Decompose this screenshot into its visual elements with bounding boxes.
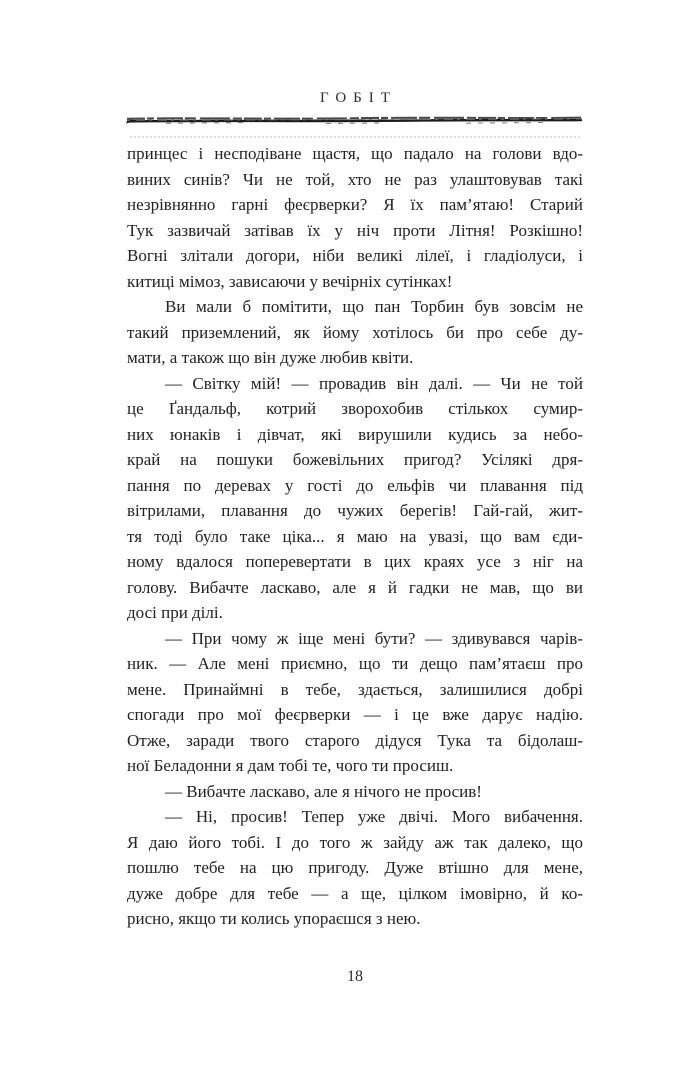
text-line: Отже, заради твого старого дідуся Тука та бідолаш-: [127, 730, 583, 750]
text-line: голову. Вибачте ласкаво, але я й гадки не мав, що ви: [127, 577, 583, 597]
text-line: такий приземлений, як йому хотілось би про себе ду-: [127, 322, 583, 342]
text-line: ної Беладонни я дам тобі те, чого ти просиш.: [127, 756, 454, 775]
text-line: ник. — Але мені приємно, що ти дещо пам’ятаєш про: [127, 654, 583, 673]
text-line: край на пошуки божевільних пригод? Усілякі дря-: [127, 450, 583, 469]
text-block: [127, 141, 583, 932]
text-line: виних синів? Чи не той, хто не раз улаштовував такі: [127, 169, 583, 189]
text-line: них юнаків і дівчат, які вирушили кудись за небо-: [127, 424, 583, 444]
text-line: дуже добре для тебе — а ще, цілком імовірно, й ко-: [127, 883, 583, 903]
text-line: пання по деревах у гості до ельфів чи плавання під: [127, 475, 583, 495]
text-line: пошлю тебе на цю пригоду. Дуже втішно для мене,: [127, 858, 583, 877]
paragraph: [127, 779, 583, 805]
text-line: принцес і несподіване щастя, що падало на голови вдо-: [127, 144, 583, 163]
paragraph: [127, 141, 583, 294]
text-line: Ви мали б помітити, що пан Торбин був зовсім не: [165, 297, 583, 316]
paragraph: [127, 294, 583, 371]
paragraph: [127, 371, 583, 626]
text-line: це Ґандальф, котрий зворохобив стількох сумир-: [127, 399, 583, 418]
text-line: незрівнянно гарні феєрверки? Я їх пам’ятаю! Старий: [127, 195, 583, 214]
running-head-title: ГОБІТ: [320, 90, 397, 106]
text-line: мати, а також що він дуже любив квіти.: [127, 348, 414, 367]
text-line: ному вдалося поперевертати в цих краях усе з ніг на: [127, 552, 583, 571]
text-line: — При чому ж іще мені бути? — здивувався чарів-: [165, 628, 583, 648]
text-line: досі при ділі.: [127, 603, 223, 622]
text-line: китиці мімоз, зависаючи у вечірніх сутінках!: [127, 271, 453, 291]
text-line: мене. Принаймні в тебе, здається, залишилися добрі: [127, 679, 583, 699]
text-line: — Вибачте ласкаво, але я нічого не просив!: [165, 781, 482, 801]
paragraph: [127, 804, 583, 932]
paragraph: [127, 626, 583, 779]
text-line: вітрилами, плавання до чужих берегів! Гай-гай, жит-: [127, 501, 583, 520]
text-line: тя тоді було таке ціка... я маю на увазі, що вам єди-: [127, 526, 583, 546]
text-line: рисно, якщо ти колись упораєшся з нею.: [127, 909, 421, 928]
text-line: — Світку мій! — провадив він далі. — Чи не той: [165, 373, 583, 393]
text-line: Я даю його тобі. І до того ж зайду аж так далеко, що: [127, 832, 583, 852]
scan-artifact-dots: [130, 136, 580, 138]
text-line: — Ні, просив! Тепер уже двічі. Мого вибачення.: [165, 807, 583, 826]
text-line: Вогні злітали догори, ніби великі лілеї, і гладіолуси, і: [127, 246, 583, 265]
text-line: Тук зазвичай затівав їх у ніч проти Літня! Розкішно!: [127, 220, 583, 240]
page-number: 18: [347, 968, 363, 985]
ornamental-rule: [126, 114, 583, 127]
text-line: спогади про мої феєрверки — і це вже дарує надію.: [127, 705, 583, 724]
